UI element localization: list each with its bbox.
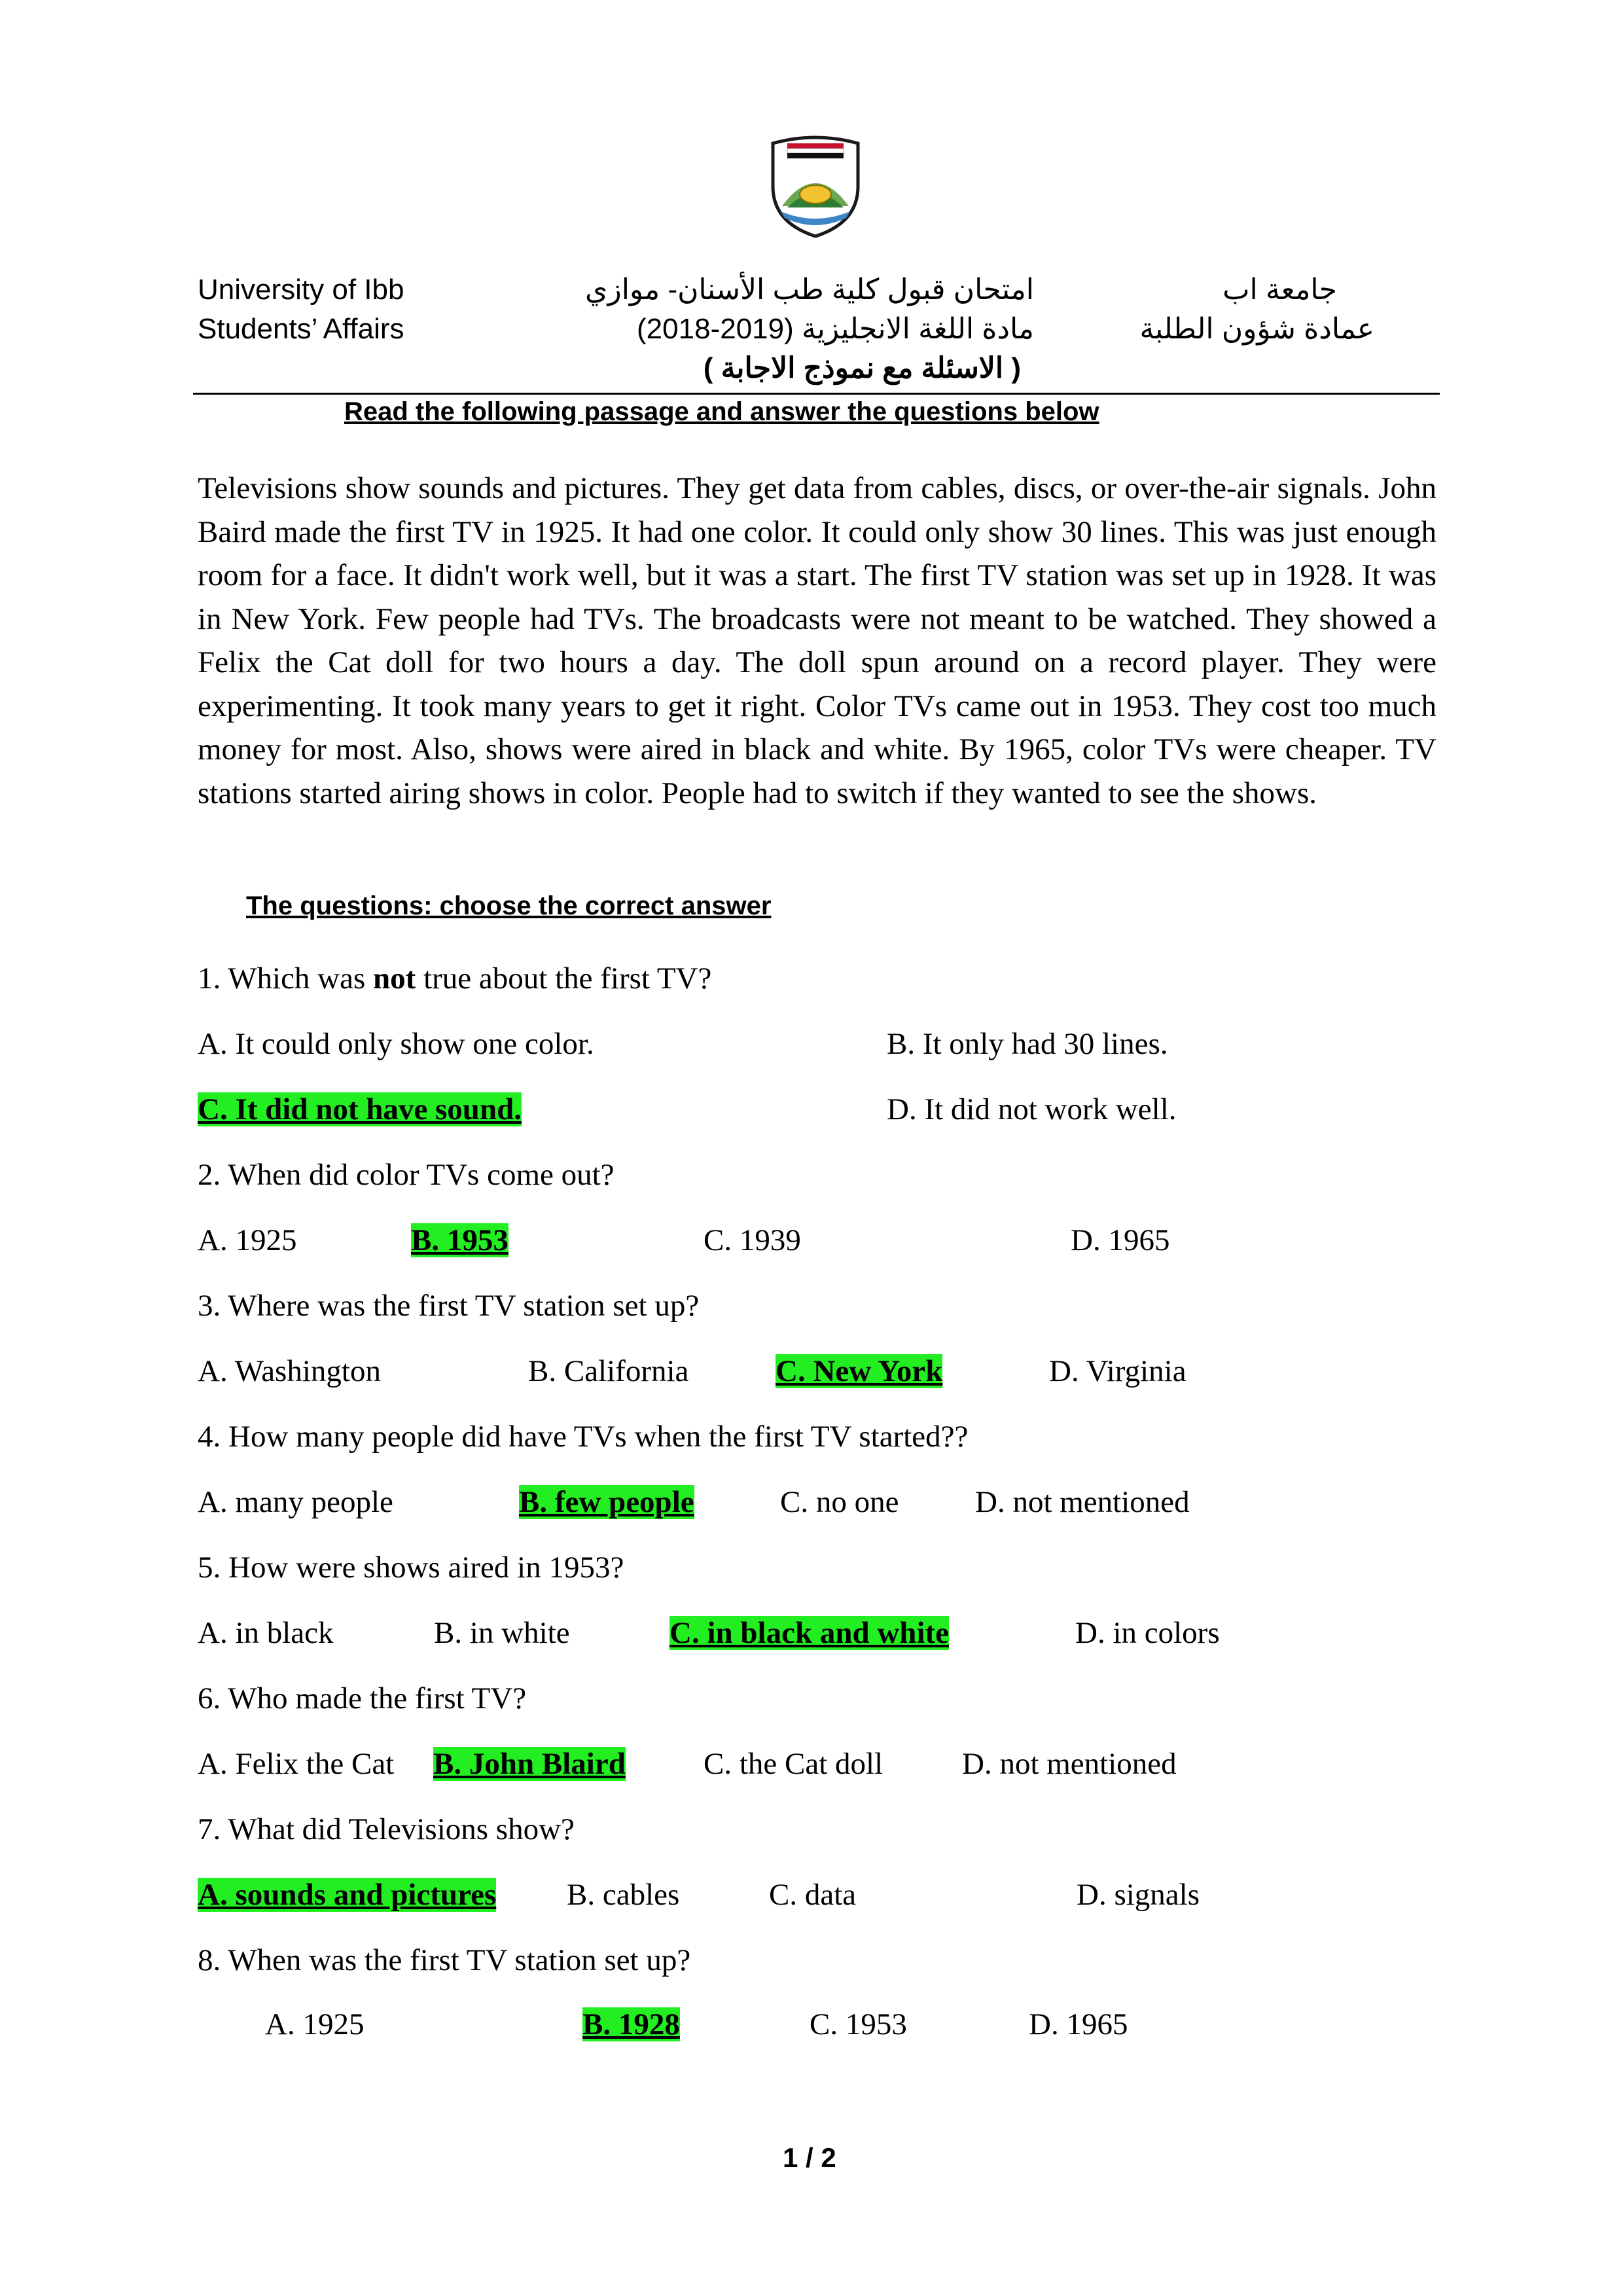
- university-logo: [768, 134, 863, 238]
- question-1: 1. Which was not true about the first TV?: [198, 961, 712, 996]
- question-5: 5. How were shows aired in 1953?: [198, 1551, 624, 1585]
- question-7: 7. What did Televisions show?: [198, 1812, 575, 1846]
- q5-option-c-correct[interactable]: C. in black and white: [669, 1616, 950, 1650]
- q1-option-c-correct[interactable]: C. It did not have sound.: [198, 1092, 522, 1126]
- question-3: 3. Where was the first TV station set up?: [198, 1289, 700, 1323]
- reading-passage: Televisions show sounds and pictures. They get data from cables, discs, or over-the-air signals. John Baird made the first TV in 1925. It had one color. It could only show 30 lines. This was just enough room for a face. It didn't work well, but it was a start. The first TV station was set up in 1928. It was in New York. Few people had TVs. The broadcasts were not meant to be watched. They showed a Felix the Cat doll for two hours a day. The doll spun around on a record player. They were experimenting. It took many years to get it right. Color TVs came out in 1953. They cost too much money for most. Also, shows were aired in black and white. By 1965, color TVs were cheaper. TV stations started airing shows in color. People had to switch if they wanted to see the shows.: [198, 471, 1436, 810]
- exam-title-arabic: امتحان قبول كلية طب الأسنان- موازي: [585, 274, 1034, 306]
- question-2: 2. When did color TVs come out?: [198, 1158, 615, 1192]
- q1-option-a[interactable]: A. It could only show one color.: [198, 1027, 594, 1061]
- q3-option-a[interactable]: A. Washington: [198, 1354, 381, 1388]
- header-divider: [193, 393, 1440, 395]
- q5-option-d[interactable]: D. in colors: [1075, 1616, 1220, 1650]
- q2-option-a[interactable]: A. 1925: [198, 1223, 297, 1257]
- subject-arabic: مادة اللغة الانجليزية (2019-2018): [637, 313, 1034, 345]
- q6-option-d[interactable]: D. not mentioned: [962, 1747, 1177, 1781]
- q4-option-a[interactable]: A. many people: [198, 1485, 393, 1519]
- q6-option-c[interactable]: C. the Cat doll: [704, 1747, 883, 1781]
- q3-option-d[interactable]: D. Virginia: [1049, 1354, 1186, 1388]
- q3-option-b[interactable]: B. California: [528, 1354, 689, 1388]
- question-4: 4. How many people did have TVs when the first TV started??: [198, 1420, 969, 1454]
- q4-option-b-correct[interactable]: B. few people: [519, 1485, 694, 1519]
- q7-option-a-correct[interactable]: A. sounds and pictures: [198, 1878, 497, 1912]
- q4-option-d[interactable]: D. not mentioned: [975, 1485, 1190, 1519]
- q5-option-a[interactable]: A. in black: [198, 1616, 334, 1650]
- q7-option-c[interactable]: C. data: [769, 1878, 857, 1912]
- q2-option-b-correct[interactable]: B. 1953: [411, 1223, 508, 1257]
- q6-option-a[interactable]: A. Felix the Cat: [198, 1747, 395, 1781]
- q7-option-d[interactable]: D. signals: [1077, 1878, 1200, 1912]
- university-name: University of Ibb: [198, 274, 404, 306]
- answer-key-label-arabic: ( الاسئلة مع نموذج الاجابة ): [703, 352, 1021, 384]
- q8-option-c[interactable]: C. 1953: [810, 2007, 907, 2041]
- questions-instruction: The questions: choose the correct answer: [246, 891, 772, 920]
- page-number: 1 / 2: [783, 2142, 836, 2173]
- q8-option-b-correct[interactable]: B. 1928: [582, 2007, 680, 2041]
- q5-option-b[interactable]: B. in white: [434, 1616, 570, 1650]
- question-8: 8. When was the first TV station set up?: [198, 1943, 691, 1977]
- q1-option-b[interactable]: B. It only had 30 lines.: [887, 1027, 1168, 1061]
- q2-option-c[interactable]: C. 1939: [704, 1223, 801, 1257]
- department-name-arabic: عمادة شؤون الطلبة: [1139, 313, 1374, 345]
- university-name-arabic: جامعة اب: [1222, 274, 1337, 306]
- q1-option-d[interactable]: D. It did not work well.: [887, 1092, 1177, 1126]
- passage-instruction: Read the following passage and answer the questions below: [344, 397, 1099, 426]
- q7-option-b[interactable]: B. cables: [567, 1878, 680, 1912]
- q8-option-a[interactable]: A. 1925: [265, 2007, 365, 2041]
- q8-option-d[interactable]: D. 1965: [1029, 2007, 1128, 2041]
- q6-option-b-correct[interactable]: B. John Blaird: [433, 1747, 626, 1781]
- q3-option-c-correct[interactable]: C. New York: [776, 1354, 943, 1388]
- question-6: 6. Who made the first TV?: [198, 1681, 527, 1715]
- department-name: Students’ Affairs: [198, 313, 404, 345]
- q4-option-c[interactable]: C. no one: [780, 1485, 899, 1519]
- q2-option-d[interactable]: D. 1965: [1071, 1223, 1170, 1257]
